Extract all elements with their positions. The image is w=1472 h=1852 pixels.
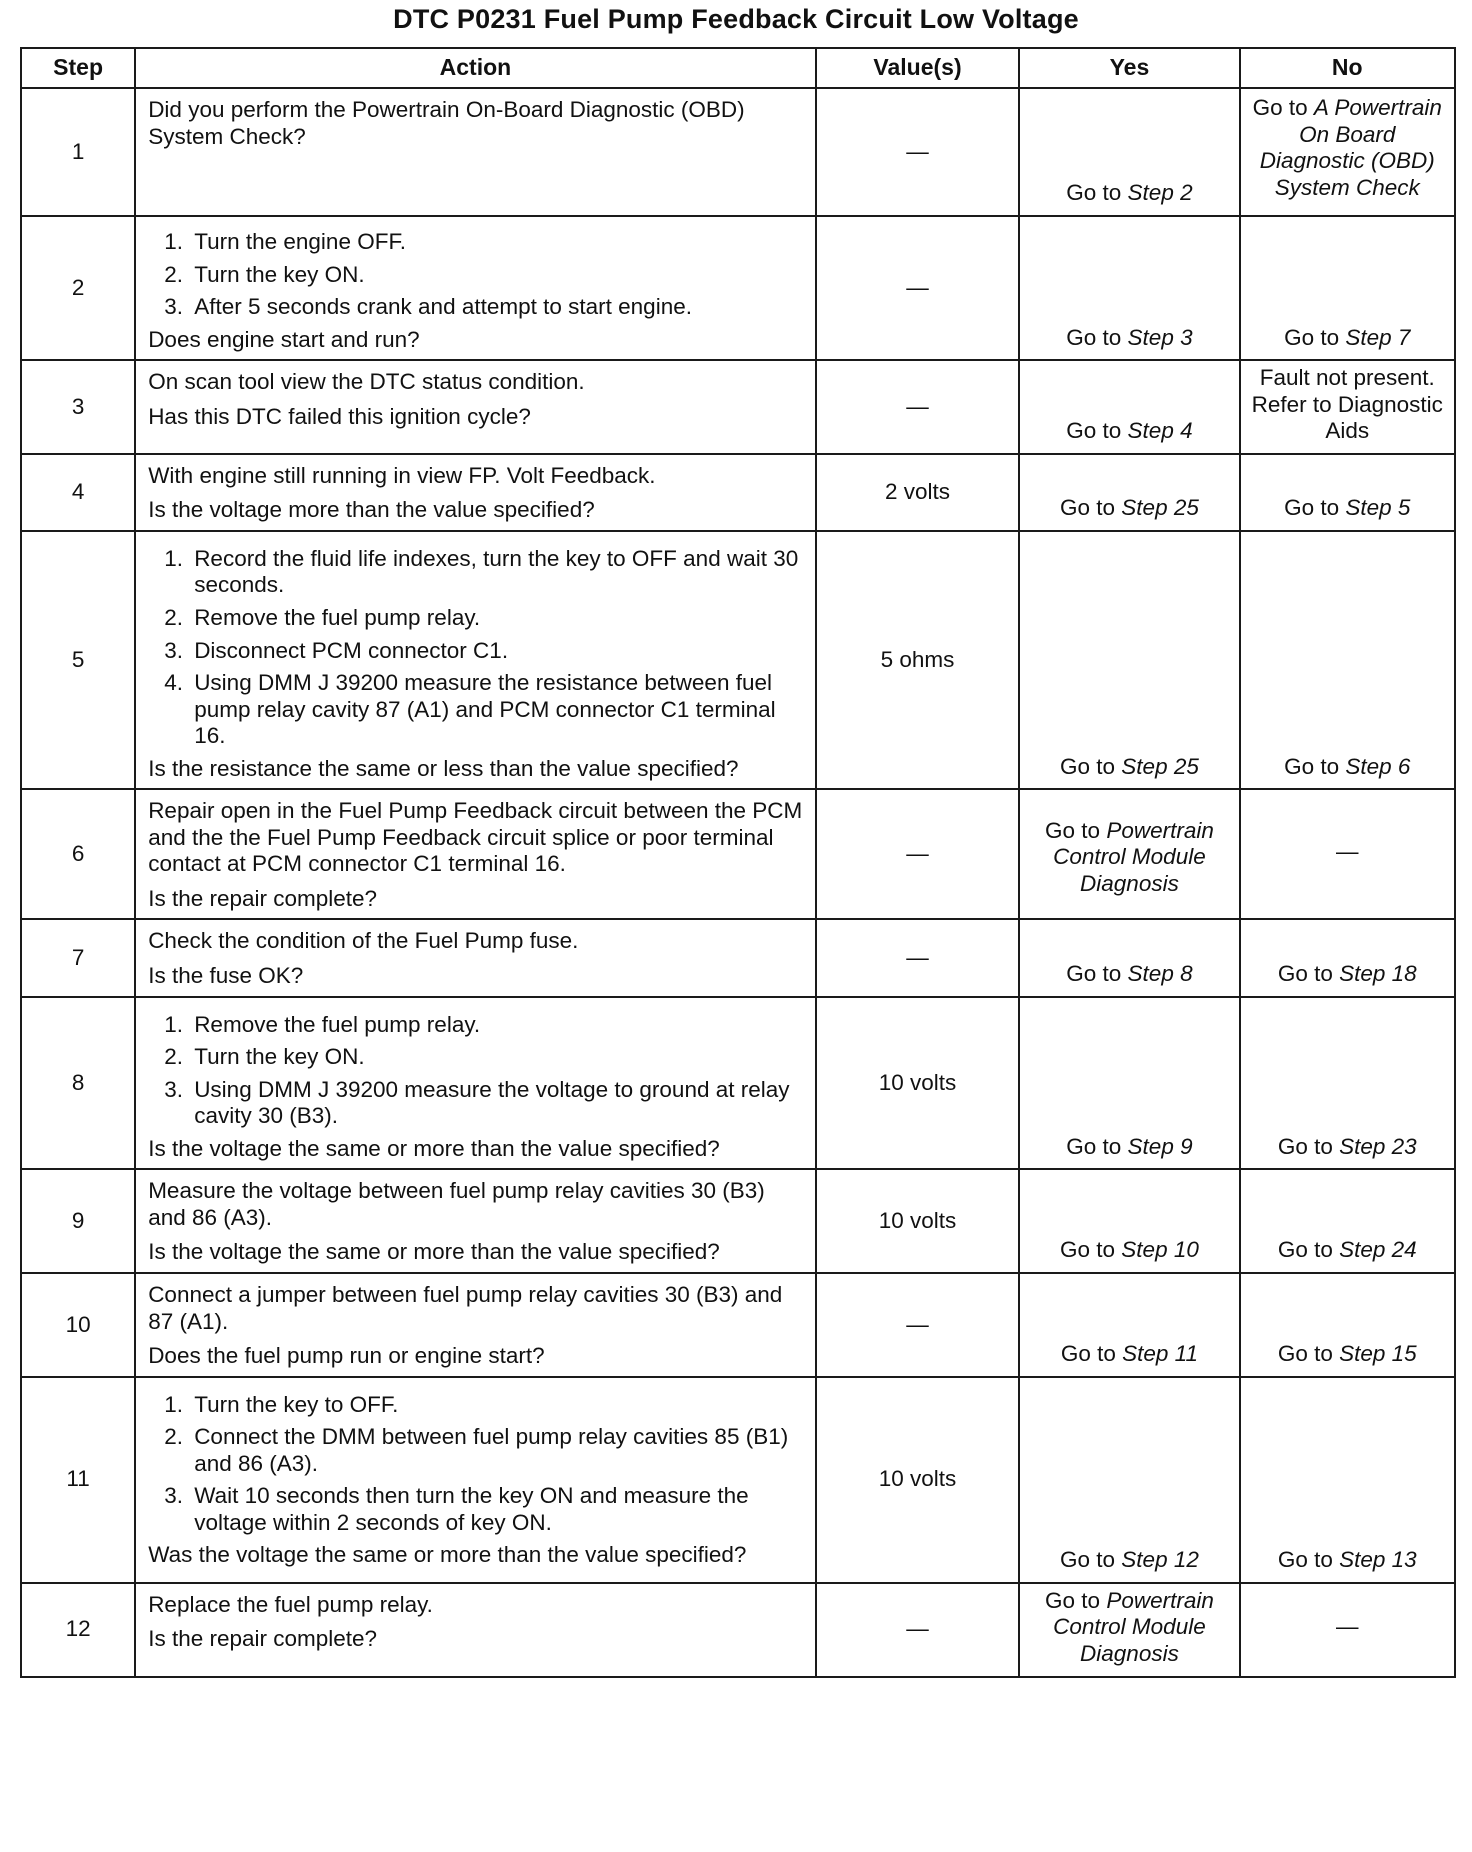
action-cell <box>135 1377 816 1583</box>
goto-prefix: Go to <box>1277 1237 1333 1263</box>
goto-prefix: Go to <box>1277 1547 1333 1573</box>
action-cell <box>135 454 816 531</box>
action-cell <box>135 360 816 454</box>
no-cell <box>1240 216 1455 360</box>
no-cell <box>1240 454 1455 531</box>
action-question: Has this DTC failed this ignition cycle? <box>148 403 531 429</box>
goto-prefix: Go to <box>1060 495 1116 521</box>
column-header-values: Value(s) <box>816 48 1020 88</box>
action-steps-list <box>148 1392 803 1537</box>
action-cell <box>135 997 816 1170</box>
no-cell <box>1240 1169 1455 1273</box>
action-question: Is the voltage more than the value specified? <box>148 497 595 523</box>
value-cell: 10 volts <box>816 1169 1020 1273</box>
table-row <box>21 454 1455 531</box>
list-item: 4. Using DMM J 39200 measure the resistance between fuel pump relay cavity 87 (A1) and PCM connector C1 terminal 16. <box>164 670 776 749</box>
goto-prefix: Go to <box>1045 817 1101 843</box>
yes-cell <box>1019 1169 1239 1273</box>
no-cell <box>1240 997 1455 1170</box>
value-cell: — <box>816 1273 1020 1377</box>
step-number: 2 <box>21 216 135 360</box>
step-number: 5 <box>21 531 135 789</box>
action-cell <box>135 1169 816 1273</box>
yes-target-link[interactable]: Step 2 <box>1127 180 1193 206</box>
list-item: 1. Record the fluid life indexes, turn the key to OFF and wait 30 seconds. <box>164 545 799 598</box>
list-item: 3. Using DMM J 39200 measure the voltage to ground at relay cavity 30 (B3). <box>164 1076 790 1129</box>
action-question: Is the fuse OK? <box>148 963 304 989</box>
goto-prefix: Go to <box>1060 1237 1116 1263</box>
column-header-no: No <box>1240 48 1455 88</box>
table-row <box>21 1377 1455 1583</box>
yes-cell <box>1019 1583 1239 1677</box>
list-item: 2. Remove the fuel pump relay. <box>164 605 481 631</box>
action-question: Is the voltage the same or more than the value specified? <box>148 1239 720 1265</box>
goto-prefix: Go to <box>1060 1547 1116 1573</box>
value-cell: 5 ohms <box>816 531 1020 789</box>
yes-target-link[interactable]: Powertrain Control Module Diagnosis <box>1053 817 1214 896</box>
action-cell <box>135 1273 816 1377</box>
page-title: DTC P0231 Fuel Pump Feedback Circuit Low Voltage <box>393 4 1079 34</box>
yes-cell <box>1019 789 1239 919</box>
action-question: Does engine start and run? <box>148 326 420 352</box>
column-header-step: Step <box>21 48 135 88</box>
action-cell <box>135 1583 816 1677</box>
action-cell <box>135 531 816 789</box>
list-item: 3. After 5 seconds crank and attempt to start engine. <box>164 294 692 320</box>
action-question: Is the repair complete? <box>148 1626 378 1652</box>
table-row <box>21 216 1455 360</box>
value-cell: — <box>816 88 1020 216</box>
no-target-link[interactable]: Step 5 <box>1345 495 1411 521</box>
step-number: 12 <box>21 1583 135 1677</box>
list-item: 2. Turn the key ON. <box>164 1044 365 1070</box>
action-steps-list <box>148 546 803 750</box>
step-number: 3 <box>21 360 135 454</box>
yes-target-link[interactable]: Step 11 <box>1122 1341 1199 1367</box>
table-row <box>21 360 1455 454</box>
no-target-link[interactable]: Step 23 <box>1339 1133 1417 1159</box>
step-number: 1 <box>21 88 135 216</box>
action-statement: Connect a jumper between fuel pump relay cavities 30 (B3) and 87 (A1). <box>148 1281 783 1334</box>
list-item: 3. Disconnect PCM connector C1. <box>164 637 509 663</box>
yes-cell <box>1019 88 1239 216</box>
table-row <box>21 1583 1455 1677</box>
goto-prefix: Go to <box>1060 1341 1116 1367</box>
value-cell: — <box>816 789 1020 919</box>
list-item: 1. Turn the engine OFF. <box>164 229 406 254</box>
value-cell: — <box>816 216 1020 360</box>
step-number: 8 <box>21 997 135 1170</box>
goto-prefix: Go to <box>1277 1133 1333 1159</box>
table-row <box>21 88 1455 216</box>
column-header-yes: Yes <box>1019 48 1239 88</box>
action-cell <box>135 789 816 919</box>
no-target-link[interactable]: Step 24 <box>1339 1237 1417 1263</box>
yes-target-link[interactable]: Step 3 <box>1127 324 1193 350</box>
table-row <box>21 919 1455 996</box>
goto-prefix: Go to <box>1066 180 1122 206</box>
action-cell <box>135 216 816 360</box>
yes-cell <box>1019 1377 1239 1583</box>
no-cell <box>1240 1273 1455 1377</box>
yes-target-link[interactable]: Step 12 <box>1121 1547 1199 1573</box>
step-number: 11 <box>21 1377 135 1583</box>
action-question: Does the fuel pump run or engine start? <box>148 1343 545 1369</box>
table-row <box>21 997 1455 1170</box>
yes-target-link[interactable]: Step 4 <box>1127 418 1193 444</box>
value-cell: — <box>816 919 1020 996</box>
action-statement: With engine still running in view FP. Volt Feedback. <box>148 462 656 488</box>
no-cell <box>1240 531 1455 789</box>
value-cell: — <box>816 1583 1020 1677</box>
yes-target-link[interactable]: Step 9 <box>1127 1133 1193 1159</box>
action-statement: On scan tool view the DTC status condition. <box>148 369 585 395</box>
no-target-link[interactable]: A Powertrain On Board Diagnostic (OBD) System Check <box>1259 95 1442 200</box>
action-text: Did you perform the Powertrain On-Board Diagnostic (OBD) System Check? <box>148 97 745 149</box>
action-question: Is the resistance the same or less than the value specified? <box>148 755 739 781</box>
no-cell <box>1240 1377 1455 1583</box>
value-cell: — <box>816 360 1020 454</box>
no-target-link[interactable]: Step 18 <box>1339 961 1417 987</box>
yes-cell <box>1019 531 1239 789</box>
table-header-row <box>21 48 1455 88</box>
value-cell: 2 volts <box>816 454 1020 531</box>
goto-prefix: Go to <box>1277 1341 1333 1367</box>
action-question: Was the voltage the same or more than the value specified? <box>148 1542 747 1568</box>
yes-target-link[interactable]: Step 8 <box>1127 961 1193 987</box>
table-row <box>21 1169 1455 1273</box>
action-question: Is the voltage the same or more than the value specified? <box>148 1135 720 1161</box>
table-row <box>21 1273 1455 1377</box>
action-steps-list <box>148 1012 803 1130</box>
list-item: 1. Turn the key to OFF. <box>164 1391 399 1417</box>
yes-cell <box>1019 919 1239 996</box>
diagnostic-table <box>20 47 1456 1678</box>
list-item: 3. Wait 10 seconds then turn the key ON and measure the voltage within 2 seconds of key ON. <box>164 1483 749 1535</box>
yes-target-link[interactable]: Step 25 <box>1121 753 1199 779</box>
action-statement: Check the condition of the Fuel Pump fuse. <box>148 928 579 954</box>
yes-cell <box>1019 1273 1239 1377</box>
action-statement: Repair open in the Fuel Pump Feedback circuit between the PCM and the the Fuel Pump Feedback circuit splice or poor terminal contact at PCM connector C1 terminal 16. <box>148 798 803 877</box>
yes-cell <box>1019 454 1239 531</box>
no-cell: — <box>1240 789 1455 919</box>
goto-prefix: Go to <box>1252 95 1308 120</box>
no-target-link[interactable]: Step 6 <box>1345 753 1411 779</box>
step-number: 9 <box>21 1169 135 1273</box>
goto-prefix: Go to <box>1066 1133 1122 1159</box>
goto-prefix: Go to <box>1284 495 1340 521</box>
goto-prefix: Go to <box>1066 418 1122 444</box>
no-target-link[interactable]: Step 13 <box>1339 1547 1417 1573</box>
action-statement: Measure the voltage between fuel pump relay cavities 30 (B3) and 86 (A3). <box>148 1178 765 1230</box>
action-cell <box>135 919 816 996</box>
goto-prefix: Go to <box>1277 961 1333 987</box>
no-cell: — <box>1240 1583 1455 1677</box>
goto-prefix: Go to <box>1066 961 1122 987</box>
yes-cell <box>1019 997 1239 1170</box>
yes-target-link[interactable]: Powertrain Control Module Diagnosis <box>1053 1587 1214 1666</box>
list-item: 1. Remove the fuel pump relay. <box>164 1011 481 1037</box>
goto-prefix: Go to <box>1060 753 1116 779</box>
step-number: 6 <box>21 789 135 919</box>
table-row <box>21 789 1455 919</box>
action-steps-list <box>148 229 803 321</box>
step-number: 7 <box>21 919 135 996</box>
value-cell: 10 volts <box>816 1377 1020 1583</box>
column-header-action: Action <box>135 48 816 88</box>
no-target-link[interactable]: Step 15 <box>1339 1341 1417 1367</box>
list-item: 2. Turn the key ON. <box>164 261 365 287</box>
no-cell <box>1240 88 1455 216</box>
no-target-link[interactable]: Step 7 <box>1345 324 1411 350</box>
action-statement: Replace the fuel pump relay. <box>148 1591 433 1617</box>
yes-cell <box>1019 216 1239 360</box>
goto-prefix: Go to <box>1066 324 1122 350</box>
no-cell <box>1240 919 1455 996</box>
goto-prefix: Go to <box>1284 753 1340 779</box>
list-item: 2. Connect the DMM between fuel pump relay cavities 85 (B1) and 86 (A3). <box>164 1424 789 1476</box>
table-row <box>21 531 1455 789</box>
yes-target-link[interactable]: Step 25 <box>1121 495 1199 521</box>
action-cell <box>135 88 816 216</box>
value-cell: 10 volts <box>816 997 1020 1170</box>
action-question: Is the repair complete? <box>148 885 378 911</box>
goto-prefix: Go to <box>1284 324 1340 350</box>
no-cell: Fault not present. Refer to Diagnostic Aids <box>1240 360 1455 454</box>
step-number: 4 <box>21 454 135 531</box>
step-number: 10 <box>21 1273 135 1377</box>
yes-target-link[interactable]: Step 10 <box>1121 1237 1199 1263</box>
yes-cell <box>1019 360 1239 454</box>
goto-prefix: Go to <box>1045 1587 1101 1613</box>
